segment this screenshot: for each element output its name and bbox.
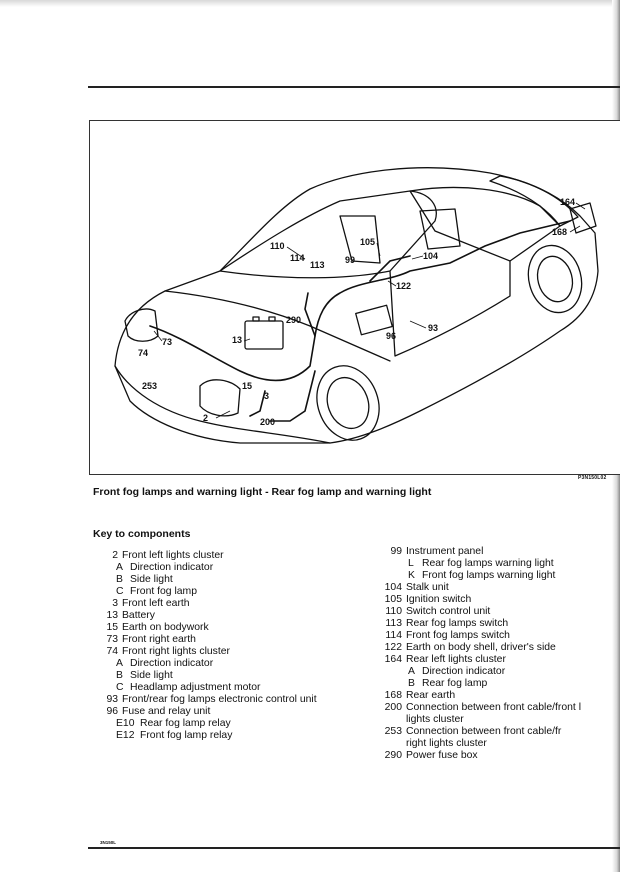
key-entry-description: Battery	[122, 610, 155, 621]
key-subentry-text: Rear fog lamps warning light	[422, 558, 554, 569]
key-entry-number: 110	[385, 606, 402, 617]
key-subentry-text: Side light	[130, 670, 173, 681]
key-subentry-letter: E12	[116, 730, 135, 741]
key-entry-number: 2	[112, 550, 118, 561]
callout-96: 96	[386, 331, 397, 341]
key-entry-number: 93	[106, 694, 118, 705]
key-subentry-letter: A	[116, 562, 123, 573]
key-entry-114	[378, 630, 620, 642]
key-entry-number: 200	[384, 702, 402, 713]
key-entry-description: Front right lights cluster	[122, 646, 230, 657]
key-entry-73	[93, 634, 383, 646]
key-subentry-text: Headlamp adjustment motor	[130, 682, 261, 693]
key-subentry	[93, 574, 383, 586]
key-entry-2	[93, 550, 383, 562]
key-entry-description: Front right earth	[122, 634, 196, 645]
key-entry-description: Fuse and relay unit	[122, 706, 211, 717]
key-entry-description: Earth on bodywork	[122, 622, 209, 633]
key-subentry-letter: B	[408, 678, 415, 689]
key-entry-description: Front fog lamps switch	[406, 630, 510, 641]
key-entry-continuation: lights cluster	[406, 714, 464, 725]
key-entry-105	[378, 594, 620, 606]
key-subentry-letter: C	[116, 682, 124, 693]
callout-110: 110	[270, 241, 285, 251]
key-entry-description: Connection between front cable/fr	[406, 726, 562, 737]
callout-200: 200	[260, 417, 276, 427]
key-entry-168	[378, 690, 620, 702]
key-entry-110	[378, 606, 620, 618]
callout-73: 73	[162, 337, 173, 347]
callout-253: 253	[142, 381, 158, 391]
car-wiring-illustration	[90, 121, 620, 476]
callout-93: 93	[428, 323, 439, 333]
key-entry-number: 290	[384, 750, 402, 761]
key-entry-number: 168	[384, 690, 402, 701]
key-subentry	[93, 586, 383, 598]
key-subentry-letter: A	[408, 666, 415, 677]
door-line	[390, 261, 510, 356]
key-entry-number: 15	[106, 622, 118, 633]
key-entry-number: 113	[385, 618, 402, 629]
windscreen-outline	[220, 191, 439, 278]
key-subentry	[378, 558, 620, 570]
callout-113: 113	[310, 260, 325, 270]
key-list-left	[93, 550, 383, 742]
key-subentry-letter: L	[408, 558, 414, 569]
key-entry-number: 164	[384, 654, 402, 665]
callout-290: 290	[286, 315, 302, 325]
key-subentry-letter: E10	[116, 718, 135, 729]
key-entry-continuation: right lights cluster	[406, 738, 487, 749]
key-subentry	[93, 670, 383, 682]
bonnet-line	[165, 291, 390, 361]
key-entry-290	[378, 750, 620, 762]
key-entry-number: 114	[385, 630, 402, 641]
battery	[245, 321, 283, 349]
key-entry-description: Front/rear fog lamps electronic control unit	[122, 694, 317, 705]
key-entry-description: Earth on body shell, driver's side	[406, 642, 556, 653]
left-headlamp	[125, 309, 158, 341]
key-subentry-text: Rear fog lamp relay	[140, 718, 231, 729]
key-subentry	[378, 678, 620, 690]
key-entry-description: Connection between front cable/front l	[406, 702, 582, 713]
key-subentry-text: Direction indicator	[422, 666, 506, 677]
wiring-diagram-figure	[89, 120, 620, 475]
key-entry-15	[93, 622, 383, 634]
key-subentry-text: Front fog lamp	[130, 586, 197, 597]
key-subentry	[93, 562, 383, 574]
key-entry-200	[378, 702, 620, 714]
key-entry-description: Instrument panel	[406, 546, 484, 557]
key-entry-99	[378, 546, 620, 558]
key-entry-description: Rear earth	[406, 690, 456, 701]
callout-74: 74	[138, 348, 149, 358]
key-subentry-text: Front fog lamps warning light	[422, 570, 556, 581]
key-entry-74	[93, 646, 383, 658]
key-entry-description: Stalk unit	[406, 582, 449, 593]
key-entry-253	[378, 726, 620, 738]
key-entry-number: 73	[106, 634, 118, 645]
key-entry-number: 104	[384, 582, 402, 593]
key-entry-number: 74	[106, 646, 118, 657]
key-entry-description: Rear left lights cluster	[406, 654, 506, 665]
key-entry-description: Front left lights cluster	[122, 550, 224, 561]
key-subentry-text: Direction indicator	[130, 562, 214, 573]
key-entry-description: Ignition switch	[406, 594, 472, 605]
key-entry-description: Rear fog lamps switch	[406, 618, 509, 629]
page-top-edge	[0, 0, 620, 7]
key-subentry-letter: B	[116, 574, 123, 585]
callout-122: 122	[396, 281, 412, 291]
key-entry-description: Front left earth	[122, 598, 190, 609]
key-entry-113	[378, 618, 620, 630]
key-entry-number: 96	[106, 706, 118, 717]
header-rule	[88, 86, 620, 88]
key-list-right	[378, 546, 620, 762]
key-entry-number: 3	[112, 598, 118, 609]
key-entry-number: 122	[384, 642, 402, 653]
key-heading: Key to components	[93, 528, 191, 540]
figure-caption: Front fog lamps and warning light - Rear fog lamp and warning light	[93, 486, 432, 498]
key-entry-number: 253	[384, 726, 402, 737]
figure-reference-code: P3N150L02	[578, 475, 607, 481]
key-subentry	[378, 666, 620, 678]
key-entry-description: Power fuse box	[406, 750, 478, 761]
rear-wheel	[521, 239, 589, 318]
front-wheel	[307, 357, 389, 449]
key-entry-96	[93, 706, 383, 718]
callout-15: 15	[242, 381, 253, 391]
key-entry-13	[93, 610, 383, 622]
key-subentry	[93, 658, 383, 670]
key-subentry-letter: K	[408, 570, 415, 581]
key-subentry-letter: C	[116, 586, 124, 597]
callout-3: 3	[264, 391, 270, 401]
footer-rule	[88, 847, 620, 849]
right-headlamp	[200, 380, 240, 416]
callout-164: 164	[560, 197, 576, 207]
callout-114: 114	[290, 253, 305, 263]
key-subentry-letter: B	[116, 670, 123, 681]
key-entry-122	[378, 642, 620, 654]
key-subentry-text: Side light	[130, 574, 173, 585]
key-subentry	[93, 718, 383, 730]
callout-13: 13	[232, 335, 243, 345]
key-entry-3	[93, 598, 383, 610]
key-subentry	[93, 730, 383, 742]
key-subentry	[378, 570, 620, 582]
key-entry-number: 99	[390, 546, 402, 557]
key-entry-description: Switch control unit	[406, 606, 491, 617]
key-entry-number: 105	[384, 594, 402, 605]
key-entry-104	[378, 582, 620, 594]
key-entry-number: 13	[106, 610, 118, 621]
key-entry-164	[378, 654, 620, 666]
callout-99: 99	[345, 255, 356, 265]
key-subentry-text: Rear fog lamp	[422, 678, 488, 689]
callout-105: 105	[360, 237, 376, 247]
key-entry-93	[93, 694, 383, 706]
front-bumper	[115, 366, 330, 443]
key-subentry-letter: A	[116, 658, 123, 669]
callout-168: 168	[552, 227, 568, 237]
key-subentry-text: Direction indicator	[130, 658, 214, 669]
key-subentry-text: Front fog lamp relay	[140, 730, 233, 741]
key-subentry	[93, 682, 383, 694]
rear-seat	[420, 209, 460, 249]
callout-2: 2	[203, 413, 209, 423]
footer-page-code: 3N150L	[100, 840, 117, 845]
callout-104: 104	[423, 251, 439, 261]
car-body-outline	[115, 168, 598, 443]
